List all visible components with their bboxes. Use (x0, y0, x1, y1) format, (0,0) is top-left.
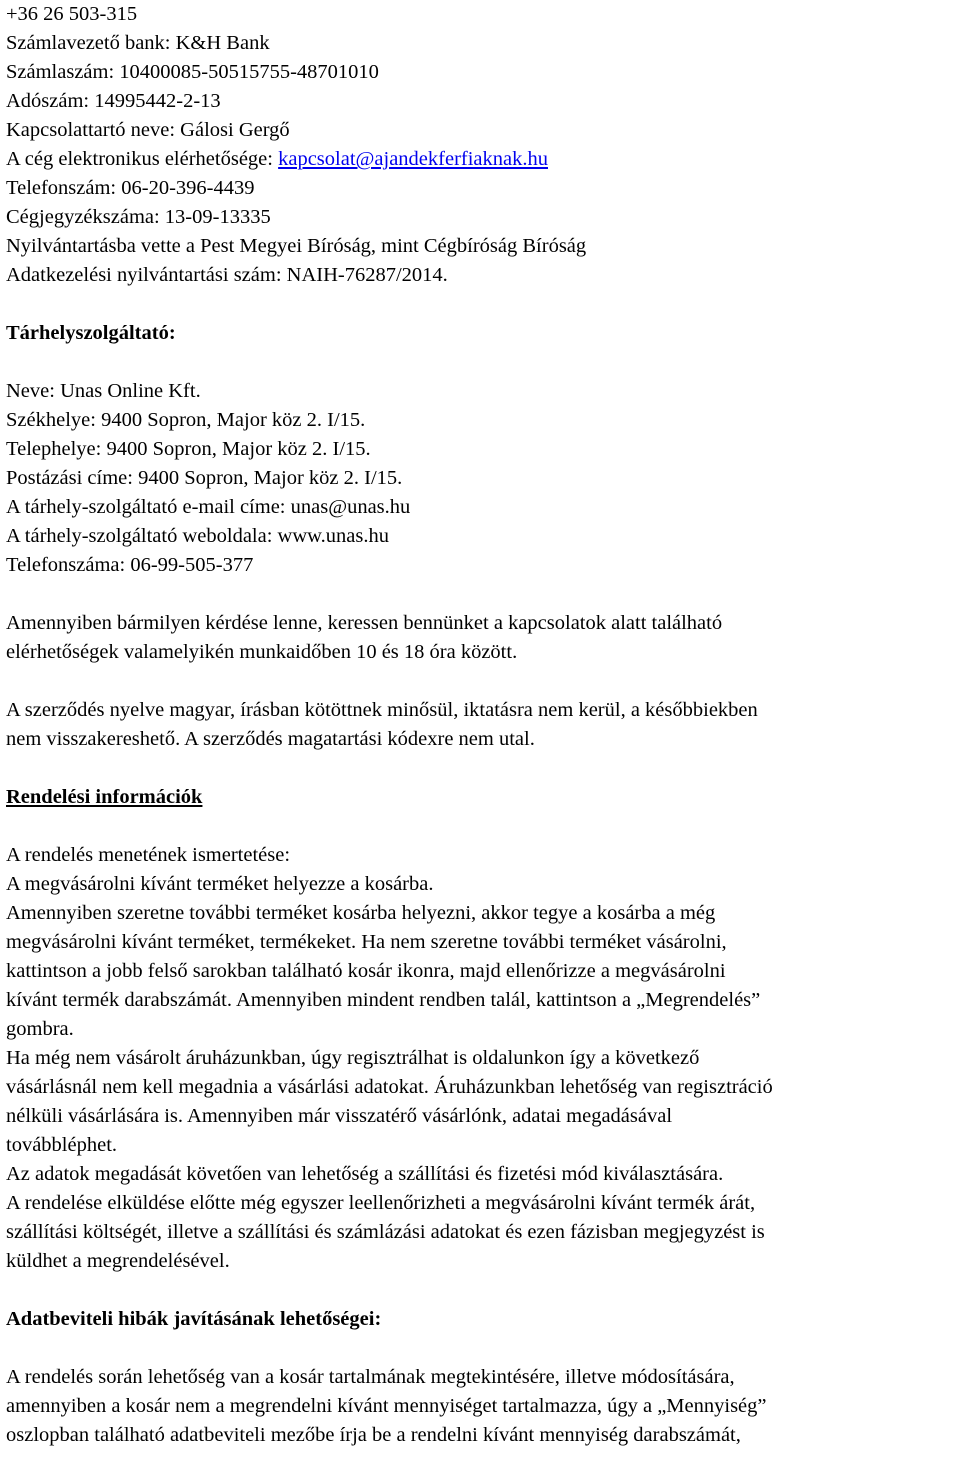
order-line: vásárlásnál nem kell megadnia a vásárlási adatokat. Áruházunkban lehetőség van regisztráció (6, 1076, 773, 1098)
registry-line: Cégjegyzékszáma: 13-09-13335 (6, 206, 271, 228)
document-page (6, 0, 956, 1450)
hosting-email: A tárhely-szolgáltató e-mail címe: unas@unas.hu (6, 496, 411, 518)
hosting-block (6, 319, 956, 580)
company-contact-block (6, 0, 956, 290)
hosting-seat: Székhelye: 9400 Sopron, Major köz 2. I/15. (6, 409, 366, 431)
bank-line: Számlavezető bank: K&H Bank (6, 32, 270, 54)
order-line: továbbléphet. (6, 1134, 118, 1156)
order-line: megvásárolni kívánt terméket, termékeket. Ha nem szeretne további terméket vásárolni, (6, 931, 727, 953)
phone-line: Telefonszám: 06-20-396-4439 (6, 177, 255, 199)
paragraph-line: nem visszakereshető. A szerződés magatartási kódexre nem utal. (6, 728, 535, 750)
court-line: Nyilvántartásba vette a Pest Megyei Bíróság, mint Cégbíróság Bíróság (6, 235, 587, 257)
hosting-phone: Telefonszáma: 06-99-505-377 (6, 554, 254, 576)
data-registration-line: Adatkezelési nyilvántartási szám: NAIH-76287/2014. (6, 264, 448, 286)
order-line: gombra. (6, 1018, 74, 1040)
order-line: szállítási költségét, illetve a szállítási és számlázási adatokat és ezen fázisban megjegyzést is (6, 1221, 765, 1243)
order-line: kattintson a jobb felső sarokban található kosár ikonra, majd ellenőrizze a megvásárolni (6, 960, 726, 982)
order-line: nélküli vásárlására is. Amennyiben már visszatérő vásárlónk, adatai megadásával (6, 1105, 673, 1127)
tax-line: Adószám: 14995442-2-13 (6, 90, 221, 112)
contract-note-paragraph (6, 696, 956, 754)
email-line (6, 145, 956, 174)
errors-heading: Adatbeviteli hibák javításának lehetőségei: (6, 1308, 382, 1330)
hosting-heading: Tárhelyszolgáltató: (6, 322, 176, 344)
hosting-web: A tárhely-szolgáltató weboldala: www.unas.hu (6, 525, 389, 547)
errors-line: A rendelés során lehetőség van a kosár tartalmának megtekintésére, illetve módosítására, (6, 1366, 735, 1388)
order-line: Az adatok megadását követően van lehetőség a szállítási és fizetési mód kiválasztására. (6, 1163, 724, 1185)
contact-note-paragraph (6, 609, 956, 667)
hosting-postal: Postázási címe: 9400 Sopron, Major köz 2. I/15. (6, 467, 403, 489)
email-label: A cég elektronikus elérhetősége: (6, 148, 279, 170)
order-line: Amennyiben szeretne további terméket kosárba helyezni, akkor tegye a kosárba a még (6, 902, 716, 924)
hosting-name: Neve: Unas Online Kft. (6, 380, 201, 402)
hosting-site: Telephelye: 9400 Sopron, Major köz 2. I/15. (6, 438, 371, 460)
email-link[interactable]: kapcsolat@ajandekferfiaknak.hu (278, 148, 548, 170)
order-section (6, 783, 956, 1276)
order-line: kívánt termék darabszámát. Amennyiben mindent rendben talál, kattintson a „Megrendelés” (6, 989, 761, 1011)
errors-line: amennyiben a kosár nem a megrendelni kívánt mennyiséget tartalmazza, úgy a „Mennyiség” (6, 1395, 767, 1417)
paragraph-line: elérhetőségek valamelyikén munkaidőben 10 és 18 óra között. (6, 641, 518, 663)
account-line: Számlaszám: 10400085-50515755-48701010 (6, 61, 379, 83)
paragraph-line: Amennyiben bármilyen kérdése lenne, keressen bennünket a kapcsolatok alatt található (6, 612, 723, 634)
errors-section (6, 1305, 956, 1450)
contact-person-line: Kapcsolattartó neve: Gálosi Gergő (6, 119, 290, 141)
errors-line: oszlopban található adatbeviteli mezőbe írja be a rendelni kívánt mennyiség darabszámát, (6, 1424, 741, 1446)
order-line: A rendelés menetének ismertetése: (6, 844, 291, 866)
top-phone: +36 26 503-315 (6, 3, 138, 25)
paragraph-line: A szerződés nyelve magyar, írásban kötöttnek minősül, iktatásra nem kerül, a későbbiekben (6, 699, 758, 721)
order-line: Ha még nem vásárolt áruházunkban, úgy regisztrálhat is oldalunkon így a következő (6, 1047, 700, 1069)
order-heading: Rendelési információk (6, 786, 203, 808)
order-line: A rendelése elküldése előtte még egyszer leellenőrizheti a megvásárolni kívánt termék árát, (6, 1192, 756, 1214)
order-line: A megvásárolni kívánt terméket helyezze a kosárba. (6, 873, 434, 895)
order-line: küldhet a megrendelésével. (6, 1250, 230, 1272)
